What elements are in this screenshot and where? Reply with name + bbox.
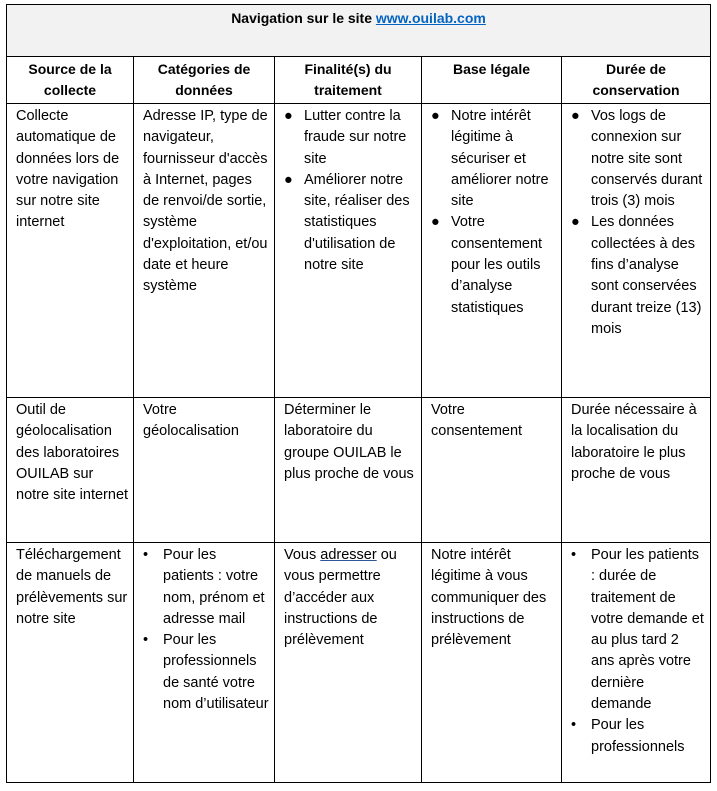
list-item: ● Les données collectées à des fins d’analyse sont conservées durant treize (13) mois <box>571 214 702 337</box>
bullet-icon: ● <box>284 108 293 124</box>
header-base: Base légale <box>422 57 562 104</box>
list-item: ● Lutter contre la fraude sur notre site <box>284 108 407 167</box>
cell-base <box>422 104 562 398</box>
bullet-icon: • <box>143 632 149 649</box>
cell-categories: Adresse IP, type de navigateur, fournisseur d'accès à Internet, pages de renvoi/de sortie, système d'exploitation, et/ou date et heure système <box>134 104 275 398</box>
table-title <box>7 5 711 57</box>
cell-source: Collecte automatique de données lors de votre navigation sur notre site internet <box>7 104 134 398</box>
bullet-icon: ● <box>571 214 580 231</box>
cell-base: Notre intérêt légitime à vous communiquer des instructions de prélèvement <box>422 543 562 783</box>
bullet-icon: ● <box>571 108 580 124</box>
list-item: ● Notre intérêt légitime à sécuriser et améliorer notre site <box>431 108 549 210</box>
bullet-icon: • <box>571 547 577 563</box>
table-row <box>7 104 711 398</box>
list-item: • Pour les professionnels de santé votre nom d’utilisateur <box>143 632 269 713</box>
list-item: • Pour les patients : votre nom, prénom et adresse mail <box>143 547 265 627</box>
cell-finalites: Déterminer le laboratoire du groupe OUILAB le plus proche de vous <box>275 398 422 543</box>
underlined-word: adresser <box>320 547 377 563</box>
header-finalites: Finalité(s) du traitement <box>275 57 422 104</box>
cell-duree <box>562 543 711 783</box>
table-row <box>7 398 711 543</box>
bullet-icon: ● <box>431 214 440 231</box>
cell-categories: Votre géolocalisation <box>134 398 275 543</box>
list-item: • Pour les patients : durée de traitement de votre demande et au plus tard 2 ans après votre dernière demande <box>571 547 704 713</box>
bullet-icon: • <box>571 717 577 734</box>
header-categories: Catégories de données <box>134 57 275 104</box>
cell-duree: Durée nécessaire à la localisation du laboratoire le plus proche de vous <box>562 398 711 543</box>
cell-finalites <box>275 104 422 398</box>
cell-duree <box>562 104 711 398</box>
bullet-icon: ● <box>284 171 293 188</box>
table-title-text: Navigation sur le site <box>231 10 373 26</box>
list-item: ● Améliorer notre site, réaliser des statistiques d'utilisation de notre site <box>284 171 410 274</box>
cell-source: Téléchargement de manuels de prélèvements sur notre site <box>7 543 134 783</box>
header-source: Source de la collecte <box>7 57 134 104</box>
header-duree: Durée de conservation <box>562 57 711 104</box>
data-processing-table <box>6 4 711 783</box>
cell-source: Outil de géolocalisation des laboratoires OUILAB sur notre site internet <box>7 398 134 543</box>
bullet-icon: ● <box>431 108 440 124</box>
list-item: • Pour les professionnels <box>571 717 685 755</box>
cell-categories <box>134 543 275 783</box>
cell-finalites: Vous adresser ou vous permettre d’accéder aux instructions de prélèvement <box>275 543 422 783</box>
list-item: ● Vos logs de connexion sur notre site sont conservés durant trois (3) mois <box>571 108 703 210</box>
ouilab-link[interactable]: www.ouilab.com <box>375 10 486 26</box>
cell-base: Votre consentement <box>422 398 562 543</box>
list-item: ● Votre consentement pour les outils d’analyse statistiques <box>431 214 543 316</box>
table-row <box>7 543 711 783</box>
bullet-icon: • <box>143 547 149 563</box>
